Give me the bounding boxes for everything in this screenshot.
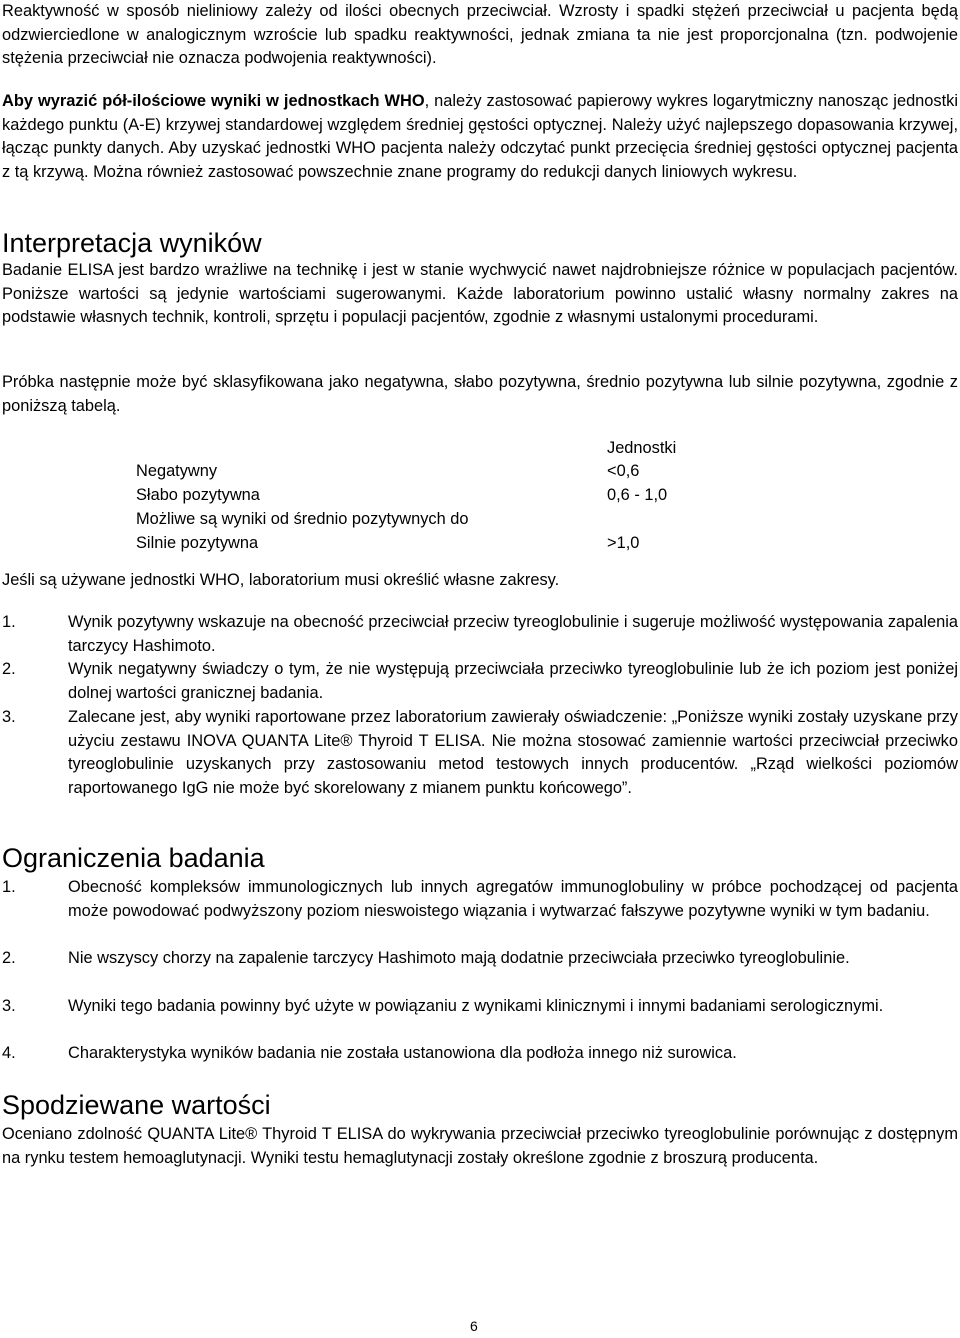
table-row xyxy=(136,459,736,483)
expected-values-paragraph: Oceniano zdolność QUANTA Lite® Thyroid T ELISA do wykrywania przeciwciał przeciwko tyreoglobulinie porównując z dostępnym na rynku testem hemoaglutynacji. Wyniki testu hemaglutynacji zostały określone zgodnie z broszurą producenta. xyxy=(2,1125,958,1167)
list-item-number: 3. xyxy=(2,708,16,726)
list-item-text: Nie wszyscy chorzy na zapalenie tarczycy Hashimoto mają dodatnie przeciwciała przeciwko tyreoglobulinie. xyxy=(68,949,850,967)
interpretation-heading: Interpretacja wyników xyxy=(2,228,262,258)
list-item-text: Obecność kompleksów immunologicznych lub innych agregatów immunoglobuliny w próbce pochodzącej od pacjenta może powodować podwyższony poziom nieswoistego wiązania i wytwarzać fałszywe pozytywne wyniki w tym badaniu. xyxy=(68,878,958,920)
interpretation-paragraph-2: Próbka następnie może być sklasyfikowana jako negatywna, słabo pozytywna, średnio pozytywna lub silnie pozytywna, zgodnie z poniższą tabelą. xyxy=(2,373,958,415)
list-item-number: 3. xyxy=(2,997,16,1015)
list-item-number: 2. xyxy=(2,660,16,678)
who-units-text: , należy zastosować papierowy wykres logarytmiczny nanosząc jednostki każdego punktu (A-E) krzywej standardowej względem średniej gęstości optycznej. Należy użyć najlepszego dopasowania krzywej, łącząc punkty danych. Aby uzyskać jednostki WHO pacjenta należy odczytać punkt przecięcia średniej gęstości optycznej pacjenta z tą krzywą. Można również zastosować powszechnie znane programy do redukcji danych liniowych wykresu. xyxy=(2,92,958,181)
intro-paragraph: Reaktywność w sposób nieliniowy zależy od ilości obecnych przeciwciał. Wzrosty i spadki stężeń przeciwciał u pacjenta będą odzwierciedlone w analogicznym wzroście lub spadku reaktywności, jednak zmiana ta nie jest proporcjonalna (tzn. podwojenie stężenia przeciwciał nie oznacza podwojenia reaktywności). xyxy=(2,2,958,67)
list-item-number: 2. xyxy=(2,949,16,967)
who-ranges-note: Jeśli są używane jednostki WHO, laboratorium musi określić własne zakresy. xyxy=(2,571,560,589)
table-row-value: 0,6 - 1,0 xyxy=(607,486,668,504)
results-table-header-row xyxy=(136,436,736,460)
table-row-label: Możliwe są wyniki od średnio pozytywnych do xyxy=(136,510,469,528)
interpretation-paragraph-1: Badanie ELISA jest bardzo wrażliwe na technikę i jest w stanie wychwycić nawet najdrobniejsze różnice w populacjach pacjentów. Poniższe wartości są jedynie wartościami sugerowanymi. Każde laboratorium powinno ustalić własny normalny zakres na podstawie własnych technik, kontroli, sprzętu i populacji pacjentów, zgodnie z własnymi ustalonymi procedurami. xyxy=(2,261,958,326)
limitations-heading: Ograniczenia badania xyxy=(2,843,265,873)
list-item-number: 4. xyxy=(2,1044,16,1062)
list-item-text: Wyniki tego badania powinny być użyte w powiązaniu z wynikami klinicznymi i innymi badaniami serologicznymi. xyxy=(68,997,884,1015)
who-units-bold-lead: Aby wyrazić pół-ilościowe wyniki w jednostkach WHO xyxy=(2,92,425,110)
list-item-text: Charakterystyka wyników badania nie została ustanowiona dla podłoża innego niż surowica. xyxy=(68,1044,737,1062)
page-number: 6 xyxy=(470,1318,478,1334)
list-item-text: Zalecane jest, aby wyniki raportowane przez laboratorium zawierały oświadczenie: „Poniższe wyniki zostały uzyskane przy użyciu zestawu INOVA QUANTA Lite® Thyroid T ELISA. Nie można stosować zamiennie wartości przeciwciał przeciwko tyreoglobulinie uzyskanych przy zastosowaniu metod testowych innych producentów. „Rząd wielkości poziomów raportowanego IgG nie może być skorelowany z mianem punktu końcowego”. xyxy=(68,708,958,797)
table-row xyxy=(136,483,736,507)
list-item-text: Wynik negatywny świadczy o tym, że nie występują przeciwciała przeciwko tyreoglobulinie lub że ich poziom jest poniżej dolnej wartości granicznej badania. xyxy=(68,660,958,702)
table-row-label: Słabo pozytywna xyxy=(136,486,260,504)
table-row xyxy=(136,507,736,531)
list-item-number: 1. xyxy=(2,878,16,896)
who-units-paragraph xyxy=(2,90,958,184)
list-item-number: 1. xyxy=(2,613,16,631)
table-row-value: >1,0 xyxy=(607,534,640,552)
table-row xyxy=(136,531,736,555)
table-row-label: Silnie pozytywna xyxy=(136,534,259,552)
expected-values-heading: Spodziewane wartości xyxy=(2,1090,271,1120)
list-item-text: Wynik pozytywny wskazuje na obecność przeciwciał przeciw tyreoglobulinie i sugeruje możliwość występowania zapalenia tarczycy Hashimoto. xyxy=(68,613,958,655)
results-table-header-units: Jednostki xyxy=(607,439,677,457)
table-row-label: Negatywny xyxy=(136,462,218,480)
table-row-value: <0,6 xyxy=(607,462,640,480)
